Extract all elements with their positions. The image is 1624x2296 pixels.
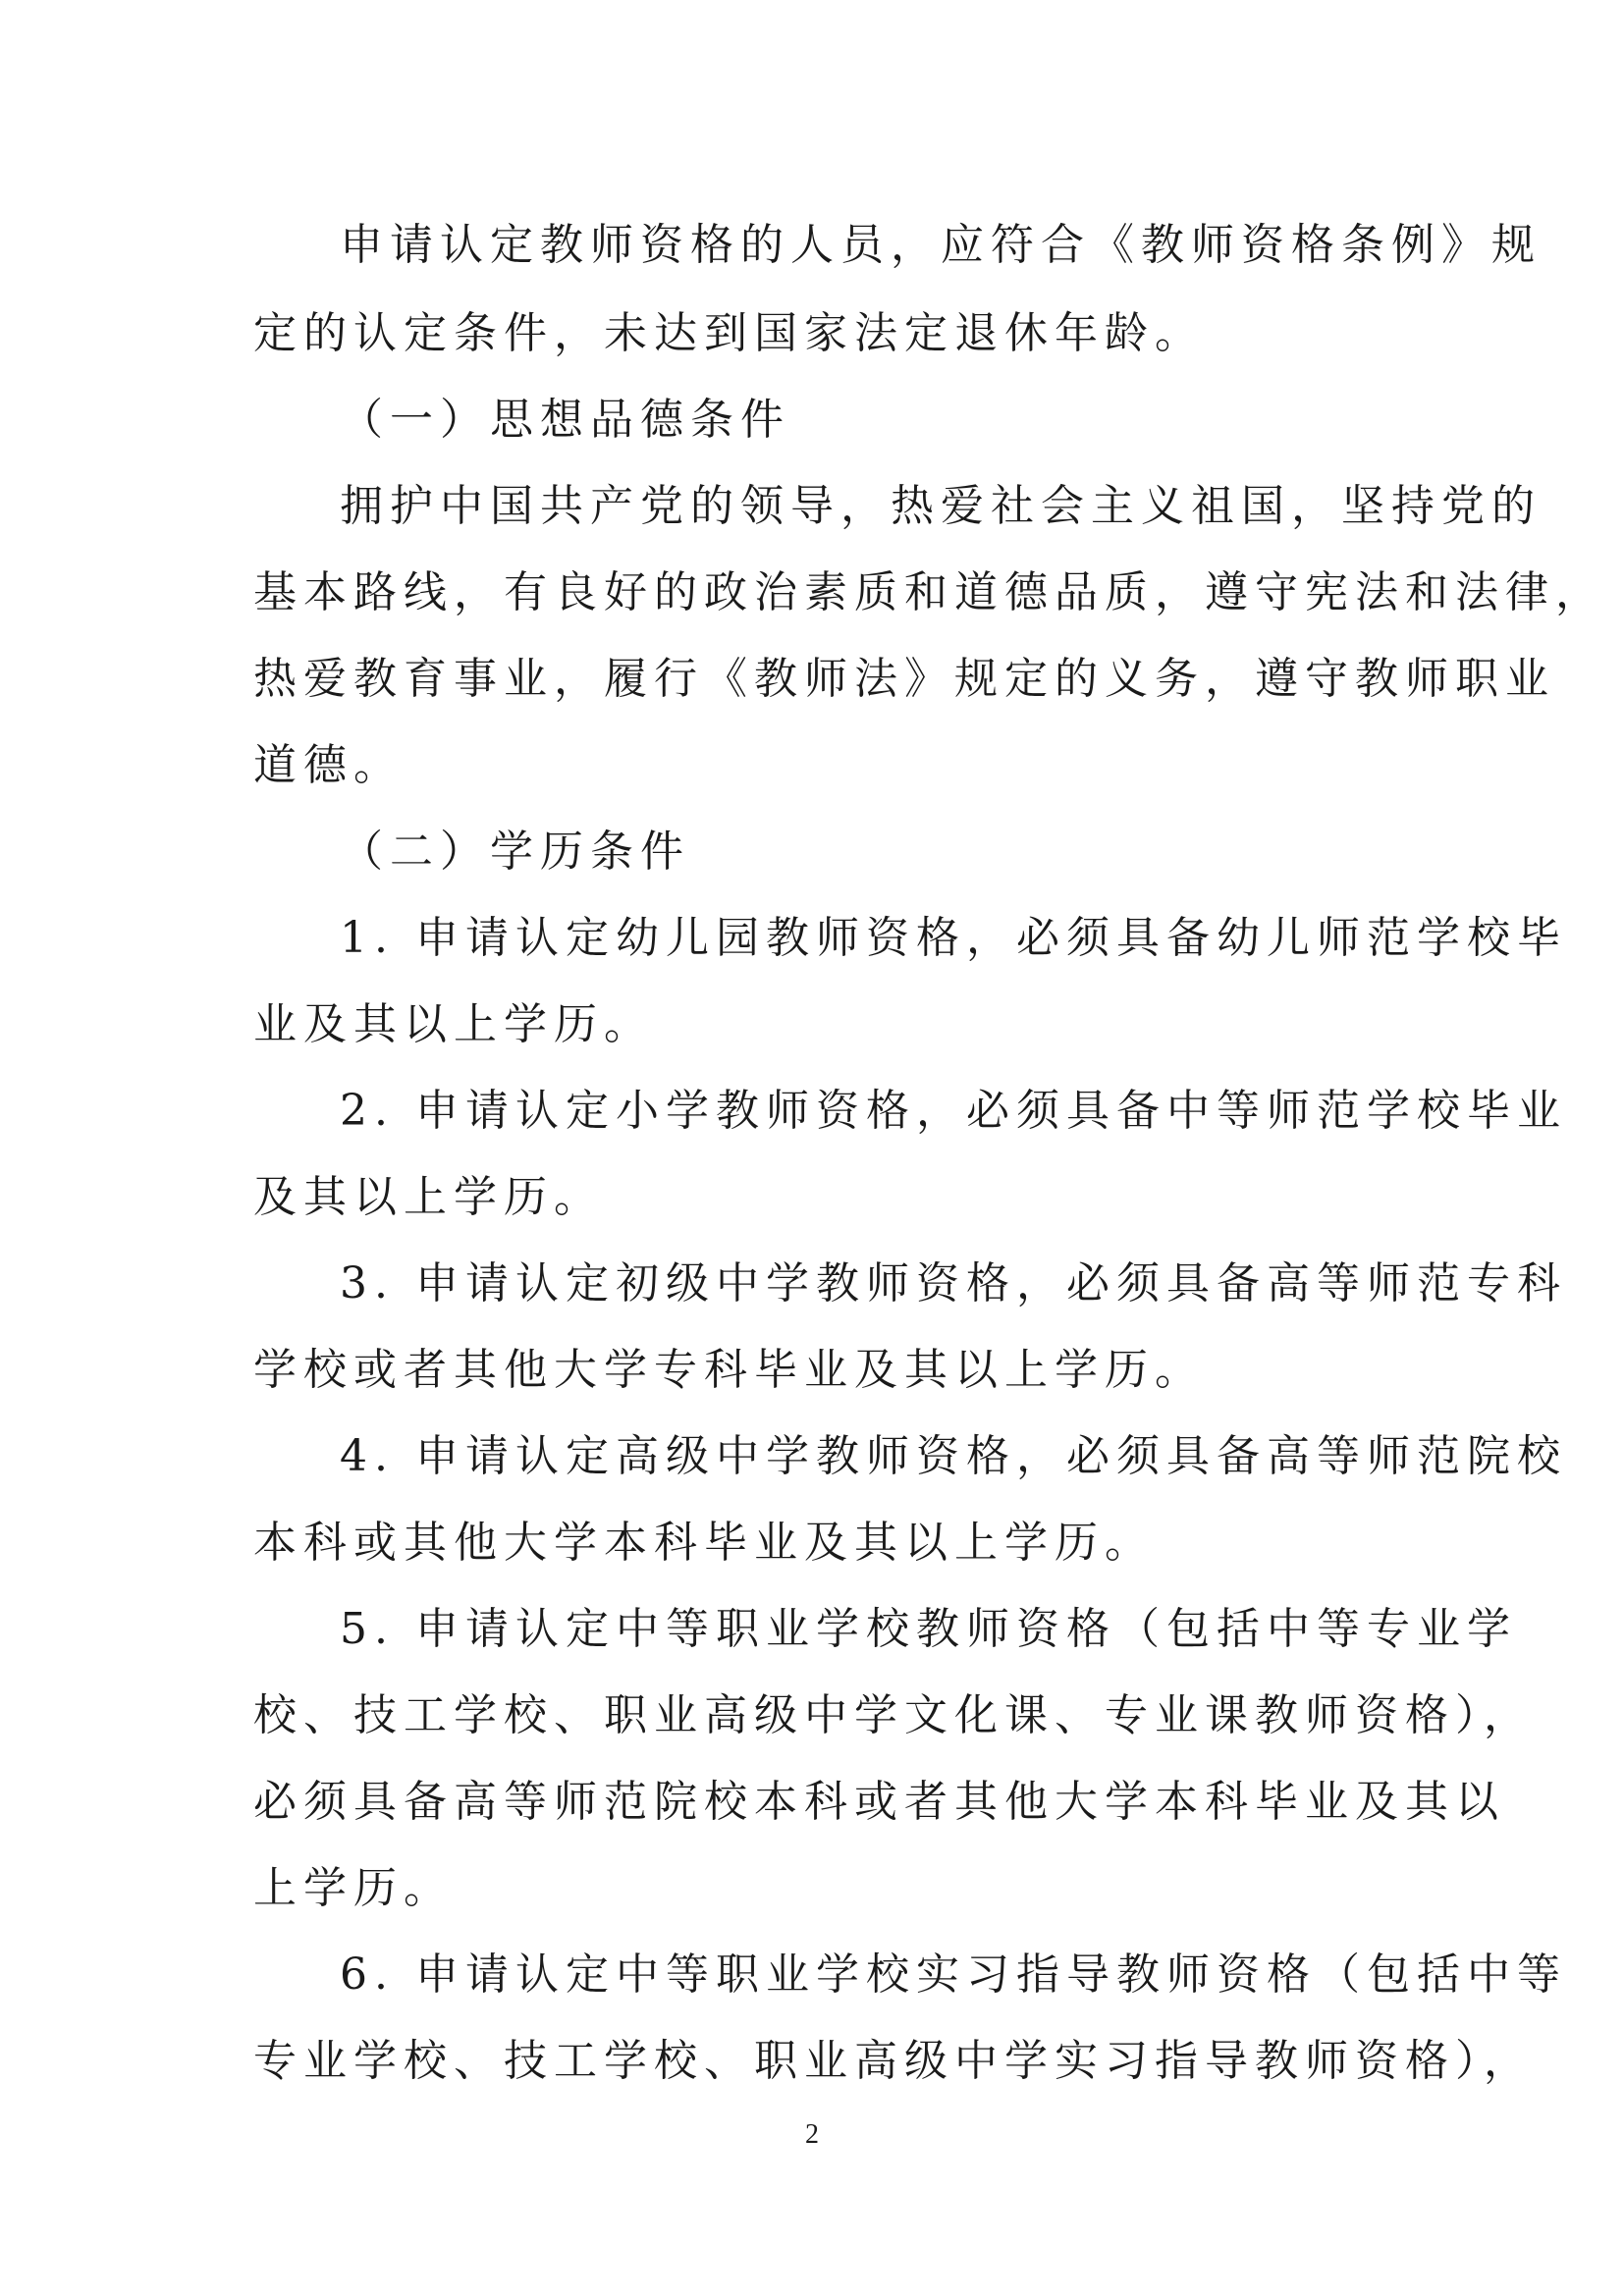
text-line: 拥护中国共产党的领导，热爱社会主义祖国，坚持党的 (340, 481, 1542, 531)
text-line: 6. 申请认定中等职业学校实习指导教师资格（包括中等 (340, 1949, 1567, 2000)
text-line: 本科或其他大学本科毕业及其以上学历。 (253, 1518, 1155, 1568)
text-line: 及其以上学历。 (253, 1172, 604, 1222)
text-line: 必须具备高等师范院校本科或者其他大学本科毕业及其以 (253, 1777, 1505, 1827)
text-line: 道德。 (253, 740, 404, 790)
text-line: 定的认定条件，未达到国家法定退休年龄。 (253, 308, 1205, 358)
text-line: 上学历。 (253, 1863, 454, 1913)
text-line: 热爱教育事业，履行《教师法》规定的义务，遵守教师职业 (253, 654, 1555, 704)
text-line: 5. 申请认定中等职业学校教师资格（包括中等专业学 (340, 1604, 1517, 1654)
text-line: 3. 申请认定初级中学教师资格，必须具备高等师范专科 (340, 1258, 1567, 1308)
text-line: 专业学校、技工学校、职业高级中学实习指导教师资格）， (253, 2036, 1534, 2086)
text-line: 基本路线，有良好的政治素质和道德品质，遵守宪法和法律， (253, 567, 1605, 617)
text-line: 4. 申请认定高级中学教师资格，必须具备高等师范院校 (340, 1431, 1567, 1481)
text-line: 2. 申请认定小学教师资格，必须具备中等师范学校毕业 (340, 1086, 1567, 1136)
text-line: 申请认定教师资格的人员，应符合《教师资格条例》规 (340, 220, 1542, 270)
section-heading: （一）思想品德条件 (340, 395, 790, 445)
text-line: 业及其以上学历。 (253, 999, 654, 1049)
page-number: 2 (805, 2119, 819, 2150)
section-heading: （二）学历条件 (340, 827, 690, 877)
text-line: 校、技工学校、职业高级中学文化课、专业课教师资格）， (253, 1690, 1534, 1740)
text-line: 1. 申请认定幼儿园教师资格，必须具备幼儿师范学校毕 (340, 913, 1567, 963)
text-line: 学校或者其他大学专科毕业及其以上学历。 (253, 1345, 1205, 1395)
